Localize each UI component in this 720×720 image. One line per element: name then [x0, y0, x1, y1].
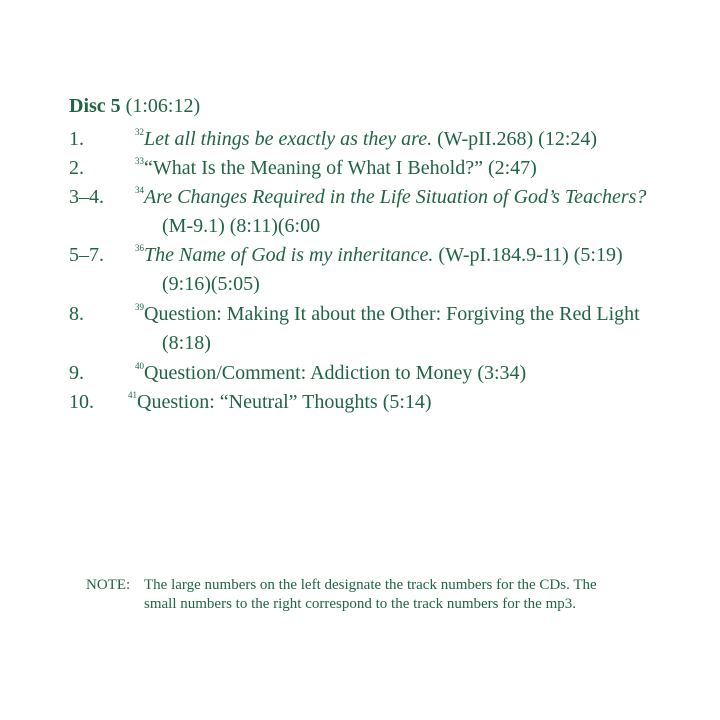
track-details: (W-pII.268) (12:24) — [432, 128, 598, 150]
track-number: 9. — [69, 362, 84, 384]
mp3-track-number: 41 — [128, 390, 137, 400]
track-title: The Name of God is my inheritance. — [144, 244, 434, 266]
track-text — [135, 185, 646, 209]
mp3-track-number: 40 — [135, 361, 144, 371]
track-number: 2. — [69, 157, 84, 179]
track-text — [128, 390, 432, 414]
track-number: 1. — [69, 128, 84, 150]
disc-label: Disc 5 — [69, 95, 121, 117]
track-details: Question/Comment: Addiction to Money (3:34) — [144, 362, 527, 384]
track-text — [135, 243, 623, 267]
track-text — [135, 302, 640, 326]
track-text — [135, 156, 537, 180]
track-number: 5–7. — [69, 244, 104, 266]
track-details: Question: “Neutral” Thoughts (5:14) — [137, 391, 432, 413]
track-continuation: (8:18) — [162, 332, 211, 354]
note-line-1: The large numbers on the left designate the track numbers for the CDs. The — [144, 577, 597, 593]
track-number: 8. — [69, 303, 84, 325]
track-number: 3–4. — [69, 186, 104, 208]
track-number: 10. — [69, 391, 94, 413]
track-continuation: (M-9.1) (8:11)(6:00 — [162, 215, 321, 237]
mp3-track-number: 33 — [135, 156, 144, 166]
note-line-2: small numbers to the right correspond to the track numbers for the mp3. — [144, 596, 576, 612]
track-text — [135, 361, 526, 385]
track-details: “What Is the Meaning of What I Behold?” (2:47) — [144, 157, 537, 179]
mp3-track-number: 36 — [135, 243, 144, 253]
note-label: NOTE: — [86, 577, 131, 593]
track-title: Let all things be exactly as they are. — [144, 128, 433, 150]
disc-heading — [69, 94, 200, 118]
mp3-track-number: 32 — [135, 127, 144, 137]
disc-duration: (1:06:12) — [125, 95, 201, 117]
track-title: Are Changes Required in the Life Situation of God’s Teachers? — [144, 186, 647, 208]
track-continuation: (9:16)(5:05) — [162, 273, 260, 295]
mp3-track-number: 39 — [135, 302, 144, 312]
track-details: (W-pI.184.9-11) (5:19) — [433, 244, 623, 266]
track-details: Question: Making It about the Other: Forgiving the Red Light — [144, 303, 640, 325]
track-text — [135, 127, 597, 151]
mp3-track-number: 34 — [135, 185, 144, 195]
